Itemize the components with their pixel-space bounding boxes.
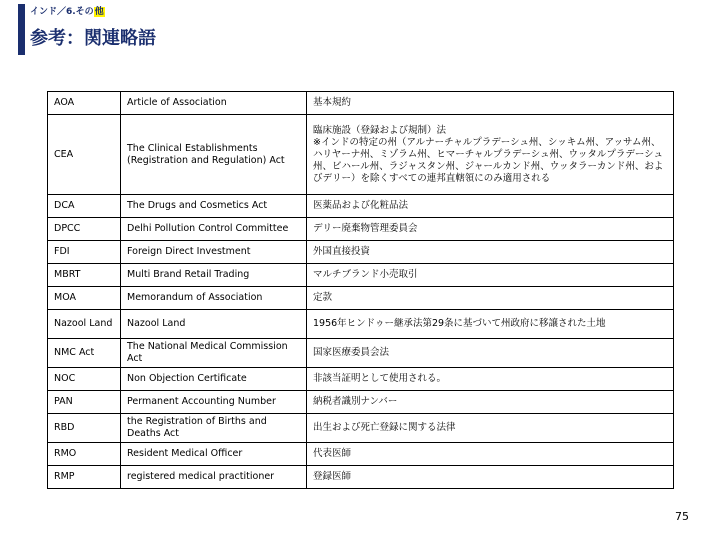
breadcrumb bbox=[30, 5, 108, 19]
english-term-cell: The Drugs and Cosmetics Act bbox=[121, 195, 307, 218]
table-row bbox=[48, 92, 674, 115]
english-term-cell: The Clinical Establishments (Registration and Regulation) Act bbox=[121, 115, 307, 195]
japanese-term-cell: 基本規約 bbox=[307, 92, 674, 115]
english-term-cell: Article of Association bbox=[121, 92, 307, 115]
english-term-cell: Non Objection Certificate bbox=[121, 368, 307, 391]
abbreviation-cell: RMO bbox=[48, 443, 121, 466]
japanese-term-cell: 1956年ヒンドゥー継承法第29条に基づいて州政府に移譲された土地 bbox=[307, 310, 674, 339]
abbreviation-cell: PAN bbox=[48, 391, 121, 414]
english-term-cell: Nazool Land bbox=[121, 310, 307, 339]
english-term-cell: Foreign Direct Investment bbox=[121, 241, 307, 264]
table-row bbox=[48, 466, 674, 489]
table-row bbox=[48, 115, 674, 195]
abbreviation-cell: DCA bbox=[48, 195, 121, 218]
abbreviation-cell: Nazool Land bbox=[48, 310, 121, 339]
table-row bbox=[48, 310, 674, 339]
table-row bbox=[48, 339, 674, 368]
abbreviation-cell: CEA bbox=[48, 115, 121, 195]
abbreviation-table bbox=[47, 91, 674, 489]
header-accent-bar bbox=[18, 4, 25, 55]
abbreviation-cell: AOA bbox=[48, 92, 121, 115]
table-row bbox=[48, 443, 674, 466]
table-row bbox=[48, 195, 674, 218]
page-title: 参考：関連略語 bbox=[30, 28, 156, 49]
japanese-term-cell: 医薬品および化粧品法 bbox=[307, 195, 674, 218]
japanese-term-cell: 臨床施設（登録および規制）法 ※インドの特定の州（アルナーチャルプラデーシュ州、シッキム州、アッサム州、ハリヤーナ州、ミゾラム州、ヒマーチャルプラデーシュ州、ウッタルプラデーシュ州、ビハール州、ラジャスタン州、ジャールカンド州、ウッタラーカンド州、およびデリー）を除くすべての連邦直轄領にのみ適用される bbox=[307, 115, 674, 195]
english-term-cell: Resident Medical Officer bbox=[121, 443, 307, 466]
abbreviation-cell: MOA bbox=[48, 287, 121, 310]
abbreviation-cell: FDI bbox=[48, 241, 121, 264]
page-number: 75 bbox=[675, 510, 689, 523]
table-row bbox=[48, 368, 674, 391]
breadcrumb-highlight: 他 bbox=[94, 7, 104, 17]
table-row bbox=[48, 264, 674, 287]
breadcrumb-main: インド／6.その bbox=[30, 7, 94, 17]
japanese-term-cell: マルチブランド小売取引 bbox=[307, 264, 674, 287]
japanese-term-cell: 非該当証明として使用される。 bbox=[307, 368, 674, 391]
japanese-term-cell: 定款 bbox=[307, 287, 674, 310]
abbreviation-cell: DPCC bbox=[48, 218, 121, 241]
table-row bbox=[48, 241, 674, 264]
table-row bbox=[48, 287, 674, 310]
english-term-cell: The National Medical Commission Act bbox=[121, 339, 307, 368]
abbreviation-cell: NOC bbox=[48, 368, 121, 391]
table-row bbox=[48, 391, 674, 414]
japanese-term-cell: 外国直接投資 bbox=[307, 241, 674, 264]
abbreviation-cell: MBRT bbox=[48, 264, 121, 287]
japanese-term-cell: 出生および死亡登録に関する法律 bbox=[307, 414, 674, 443]
abbreviation-cell: NMC Act bbox=[48, 339, 121, 368]
english-term-cell: Delhi Pollution Control Committee bbox=[121, 218, 307, 241]
english-term-cell: Memorandum of Association bbox=[121, 287, 307, 310]
abbreviation-cell: RMP bbox=[48, 466, 121, 489]
japanese-term-cell: 国家医療委員会法 bbox=[307, 339, 674, 368]
table-row bbox=[48, 218, 674, 241]
abbreviation-cell: RBD bbox=[48, 414, 121, 443]
japanese-term-cell: 納税者識別ナンバー bbox=[307, 391, 674, 414]
english-term-cell: Multi Brand Retail Trading bbox=[121, 264, 307, 287]
japanese-term-cell: 登録医師 bbox=[307, 466, 674, 489]
japanese-term-cell: 代表医師 bbox=[307, 443, 674, 466]
english-term-cell: Permanent Accounting Number bbox=[121, 391, 307, 414]
english-term-cell: registered medical practitioner bbox=[121, 466, 307, 489]
japanese-term-cell: デリー廃棄物管理委員会 bbox=[307, 218, 674, 241]
table-row bbox=[48, 414, 674, 443]
english-term-cell: the Registration of Births and Deaths Act bbox=[121, 414, 307, 443]
